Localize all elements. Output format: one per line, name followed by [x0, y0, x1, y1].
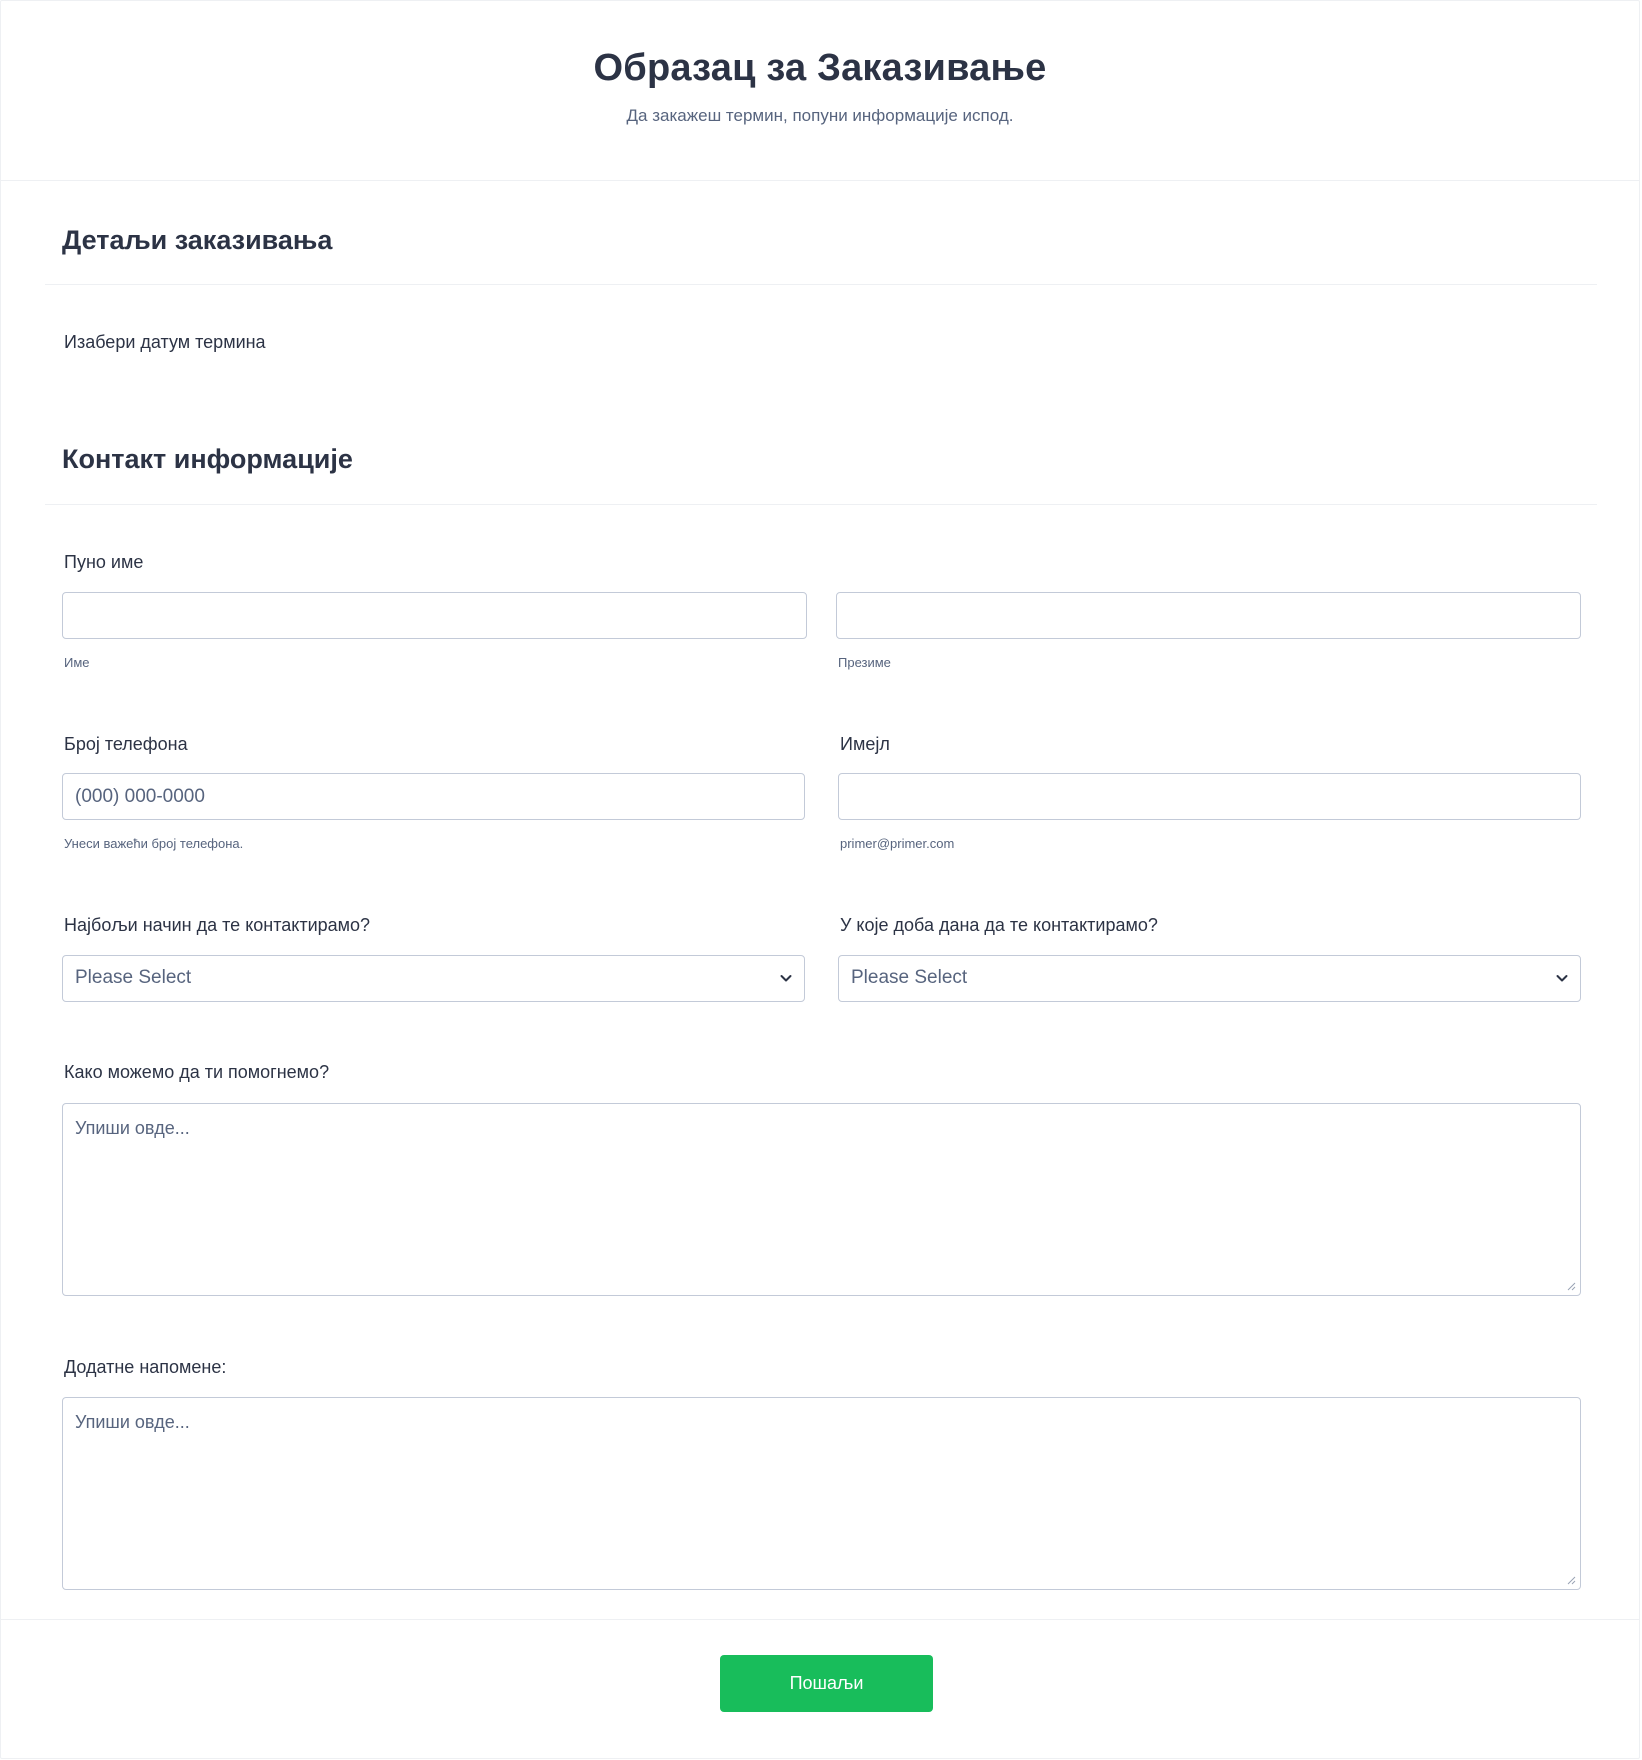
phone-sublabel: Унеси важећи број телефона.	[64, 836, 244, 851]
submit-button[interactable]: Пошаљи	[720, 1655, 933, 1712]
section-divider	[45, 284, 1597, 285]
help-label: Како можемо да ти помогнемо?	[64, 1062, 330, 1082]
contact-time-label: У које доба дана да те контактирамо?	[840, 915, 1158, 935]
contact-method-label: Најбољи начин да те контактирамо?	[64, 915, 371, 935]
form-title: Образац за Заказивање	[593, 47, 1047, 89]
full-name-label: Пуно име	[64, 552, 144, 572]
help-textarea[interactable]	[62, 1103, 1581, 1296]
section-heading-scheduling: Детаљи заказивања	[62, 225, 333, 255]
notes-label: Додатне напомене:	[64, 1357, 227, 1377]
last-name-sublabel: Презиме	[838, 655, 891, 670]
email-label: Имејл	[840, 734, 890, 754]
phone-label: Број телефона	[64, 734, 188, 754]
chevron-down-icon	[1554, 970, 1570, 986]
email-input[interactable]	[838, 773, 1581, 820]
phone-input[interactable]	[62, 773, 805, 820]
chevron-down-icon	[778, 970, 794, 986]
contact-method-select[interactable]	[62, 955, 805, 1002]
contact-time-selected: Please Select	[851, 967, 968, 988]
email-sublabel: primer@primer.com	[840, 836, 955, 851]
appointment-date-label: Изабери датум термина	[64, 332, 266, 352]
form-subtitle: Да закажеш термин, попуни информације испод.	[626, 106, 1014, 125]
last-name-input[interactable]	[836, 592, 1581, 639]
resize-grip-icon[interactable]	[1566, 1575, 1576, 1585]
first-name-input[interactable]	[62, 592, 807, 639]
form-header	[0, 0, 1640, 181]
footer-divider	[0, 1619, 1640, 1620]
contact-method-selected: Please Select	[75, 967, 192, 988]
contact-time-select[interactable]	[838, 955, 1581, 1002]
section-heading-contact: Контакт информације	[62, 444, 353, 474]
resize-grip-icon[interactable]	[1566, 1281, 1576, 1291]
section-divider	[45, 504, 1597, 505]
notes-textarea[interactable]	[62, 1397, 1581, 1590]
first-name-sublabel: Име	[64, 655, 90, 670]
